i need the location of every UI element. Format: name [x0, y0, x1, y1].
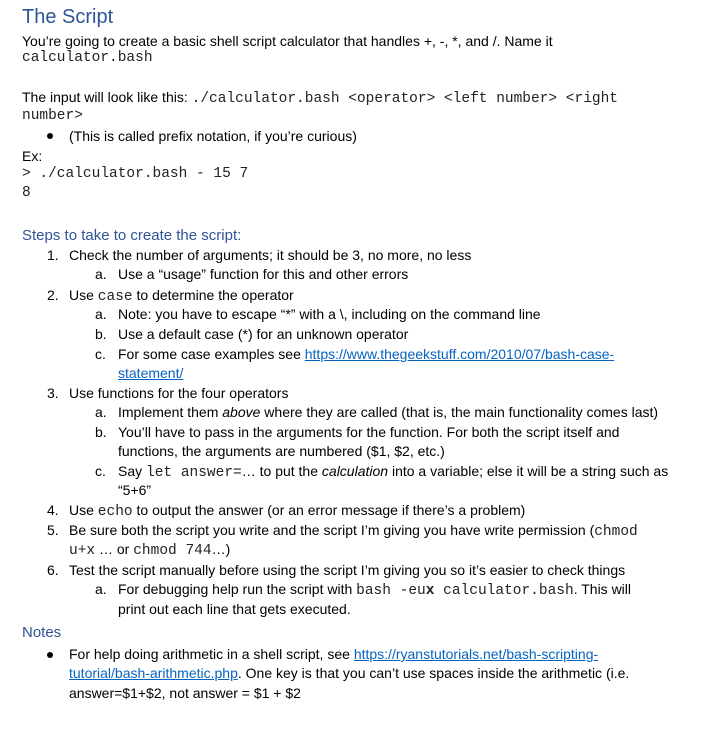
geekstuff-link[interactable]: https://www.thegeekstuff.com/2010/07/bash-case- [304, 346, 615, 362]
prefix-note: (This is called prefix notation, if you’re curious) [69, 128, 357, 144]
example-output: 8 [22, 185, 31, 201]
step-5-post: …) [211, 541, 231, 557]
bullet-icon [47, 133, 53, 139]
step-2-post: to determine the operator [132, 287, 294, 303]
step-5-mid: … or [95, 541, 134, 557]
step-2b-text: Use a default case (*) for an unknown operator [118, 326, 409, 342]
step-2c-text [118, 345, 614, 364]
usage-line-1: ./calculator.bash <operator> <left number> <right [191, 91, 619, 107]
example-command: > ./calculator.bash - 15 7 [22, 166, 249, 182]
notes-pre: For help doing arithmetic in a shell script, see [69, 646, 354, 662]
step-2-number: 2. [47, 287, 59, 303]
step-3c-text [118, 462, 668, 483]
step-5-code-1: chmod [594, 524, 638, 540]
input-description [22, 88, 618, 109]
bullet-icon [47, 652, 53, 658]
steps-heading: Steps to take to create the script: [22, 227, 242, 244]
step-2-code: case [97, 289, 133, 305]
notes-post: . One key is that you can’t use spaces inside the arithmetic (i.e. [237, 665, 630, 681]
step-3b-number: b. [95, 424, 107, 440]
step-6a-number: a. [95, 581, 107, 597]
step-5-code-2: u+x [69, 543, 96, 559]
ryanstutorials-link-cont[interactable]: tutorial/bash-arithmetic.php [69, 665, 238, 681]
step-4-pre: Use [69, 502, 98, 518]
step-3b-line-1: You’ll have to pass in the arguments for the function. For both the script itself and [118, 424, 620, 440]
step-4-post: to output the answer (or an error message if there’s a problem) [132, 502, 526, 518]
step-1a-text: Use a “usage” function for this and other errors [118, 266, 409, 282]
step-5-number: 5. [47, 522, 59, 538]
step-5-code-3: chmod 744 [133, 543, 212, 559]
step-1a-number: a. [95, 266, 107, 282]
step-3a-number: a. [95, 404, 107, 420]
step-6a-text [118, 580, 631, 601]
step-2b-number: b. [95, 326, 107, 342]
step-6-text: Test the script manually before using the script I’m giving you so it’s easier to check things [69, 562, 626, 578]
step-4-code: echo [97, 504, 133, 520]
usage-line-2: number> [22, 108, 83, 124]
step-4-text [69, 501, 525, 522]
step-5-text [69, 521, 638, 542]
step-3b-line-2: functions, the arguments are numbered ($1, $2, etc.) [118, 443, 445, 459]
step-2c-pre: For some case examples see [118, 346, 305, 362]
step-4-number: 4. [47, 502, 59, 518]
step-3c-pre: Say [118, 463, 147, 479]
step-3c-em: calculation [321, 463, 389, 479]
step-6a-post: . This will [573, 581, 632, 597]
step-6a-code-c: calculator.bash [434, 583, 574, 599]
step-3-text: Use functions for the four operators [69, 385, 289, 401]
notes-line-2 [69, 664, 629, 683]
step-2a-text: Note: you have to escape “*” with a \, including on the command line [118, 306, 541, 322]
step-2-pre: Use [69, 287, 98, 303]
notes-line-3: answer=$1+$2, not answer = $1 + $2 [69, 685, 301, 701]
notes-heading: Notes [22, 624, 62, 641]
step-6a-code-a: bash -eu [356, 583, 426, 599]
example-label: Ex: [22, 148, 43, 164]
step-1-text: Check the number of arguments; it should be 3, no more, no less [69, 247, 472, 263]
step-2c-number: c. [95, 346, 106, 362]
step-2-text [69, 286, 294, 307]
page-title: The Script [22, 6, 114, 28]
step-2c-link-cont [118, 364, 183, 383]
step-1-number: 1. [47, 247, 59, 263]
step-6a-pre: For debugging help run the script with [118, 581, 357, 597]
step-3a-em: above [222, 404, 261, 420]
step-6a-line-2: print out each line that gets executed. [118, 601, 351, 617]
step-6a-code-b: x [425, 583, 435, 599]
intro-text: You’re going to create a basic shell script calculator that handles +, -, *, and /. Name it [22, 33, 553, 49]
step-3c-mid: … to put the [241, 463, 322, 479]
notes-text [69, 645, 598, 664]
input-prefix: The input will look like this: [22, 89, 192, 105]
step-3a-text [118, 403, 658, 422]
geekstuff-link-cont[interactable]: statement/ [118, 365, 184, 381]
step-3c-number: c. [95, 463, 106, 479]
step-5-line-2 [69, 540, 230, 561]
step-3-number: 3. [47, 385, 59, 401]
step-3c-line-2: “5+6” [118, 482, 152, 498]
step-3a-pre: Implement them [118, 404, 223, 420]
step-6-number: 6. [47, 562, 59, 578]
ryanstutorials-link[interactable]: https://ryanstutorials.net/bash-scripting- [353, 646, 599, 662]
step-5-pre: Be sure both the script you write and the script I’m giving you have write permission ( [69, 522, 595, 538]
step-3c-post: into a variable; else it will be a string such as [388, 463, 669, 479]
step-3c-code: let answer= [146, 465, 242, 481]
step-3a-post: where they are called (that is, the main functionality comes last) [260, 404, 659, 420]
step-2a-number: a. [95, 306, 107, 322]
intro-filename: calculator.bash [22, 50, 153, 66]
